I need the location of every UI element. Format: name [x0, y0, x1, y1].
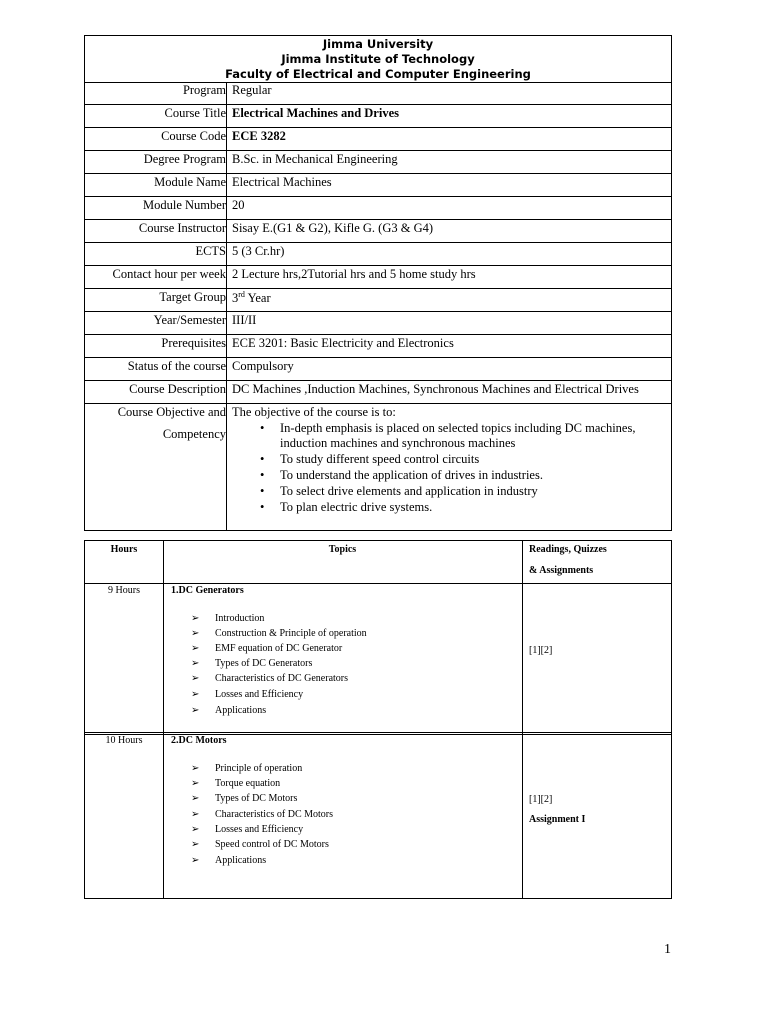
value-course-description: DC Machines ,Induction Machines, Synchronous Machines and Electrical Drives: [232, 382, 639, 396]
target-group-year-word: Year: [244, 291, 271, 306]
bullet-dot: •: [260, 452, 265, 466]
value-course-instructor: Sisay E.(G1 & G2), Kifle G. (G3 & G4): [232, 221, 434, 235]
label-objective-line1: Course Objective and: [117, 405, 226, 419]
label-objective-line2: Competency: [162, 427, 226, 441]
bullet-dot: •: [260, 500, 265, 514]
row2-title: 2.DC Motors: [171, 735, 227, 746]
value-degree-program: B.Sc. in Mechanical Engineering: [232, 152, 398, 166]
row1-readings: [1][2]: [529, 645, 553, 656]
value-status: Compulsory: [232, 359, 294, 373]
value-course-title: Electrical Machines and Drives: [232, 106, 399, 120]
arrow-bullet-icon: ➢: [191, 658, 200, 669]
arrow-bullet-icon: ➢: [191, 628, 200, 639]
target-group-year-number: 3: [232, 291, 239, 306]
label-contact-hours: Contact hour per week: [112, 267, 226, 281]
label-year-semester: Year/Semester: [153, 313, 226, 327]
arrow-bullet-icon: ➢: [191, 855, 200, 866]
label-course-description: Course Description: [129, 382, 226, 396]
value-year-semester: III/II: [232, 313, 257, 327]
institute-name: Jimma Institute of Technology: [281, 52, 475, 66]
arrow-bullet-icon: ➢: [191, 839, 200, 850]
university-name: Jimma University: [322, 37, 434, 51]
row2-readings: [1][2]: [529, 794, 553, 805]
value-module-name: Electrical Machines: [232, 175, 332, 189]
label-degree-program: Degree Program: [143, 152, 226, 166]
faculty-name: Faculty of Electrical and Computer Engineering: [225, 67, 531, 81]
arrow-bullet-icon: ➢: [191, 809, 200, 820]
bullet-dot: •: [260, 468, 265, 482]
value-contact-hours: 2 Lecture hrs,2Tutorial hrs and 5 home study hrs: [232, 267, 476, 281]
value-target-group: [232, 290, 271, 306]
objective-intro: The objective of the course is to:: [232, 405, 396, 419]
target-group-ordinal-suffix: rd: [238, 290, 245, 299]
label-course-instructor: Course Instructor: [138, 221, 226, 235]
label-prerequisites: Prerequisites: [161, 336, 226, 350]
header-hours: Hours: [110, 544, 138, 555]
value-ects: 5 (3 Cr.hr): [232, 244, 285, 258]
label-module-name: Module Name: [154, 175, 226, 189]
label-program: Program: [182, 83, 226, 97]
label-target-group: Target Group: [159, 290, 226, 304]
row2-assignment: Assignment I: [529, 814, 586, 825]
header-topics: Topics: [328, 544, 357, 555]
page-number: 1: [664, 942, 671, 957]
bullet-dot: •: [260, 421, 265, 435]
arrow-bullet-icon: ➢: [191, 613, 200, 624]
value-module-number: 20: [232, 198, 245, 212]
header-readings-line1: Readings, Quizzes: [529, 544, 607, 555]
value-program: Regular: [232, 83, 272, 97]
arrow-bullet-icon: ➢: [191, 689, 200, 700]
row1-title: 1.DC Generators: [171, 585, 244, 596]
label-ects: ECTS: [195, 244, 226, 258]
bullet-dot: •: [260, 484, 265, 498]
schedule-table: Hours Topics Readings, Quizzes & Assignments 9 Hours 1.DC Generators ➢ Introduction ➢ Construction & Principle of operation ➢ EMF equation of DC Generator ➢ Types of DC Generators ➢ Characteristics of DC Generators ➢ Losses and Efficiency ➢ Applications [1][2] 10 Hours 2.DC Motors ➢ Principle of operation ➢ Torque equation ➢ Types of DC Motors ➢ Characteristics of DC Motors ➢ Losses and Efficiency ➢ Speed control of DC Motors ➢ Applications [1][2] Assignment I: [84, 540, 672, 899]
arrow-bullet-icon: ➢: [191, 673, 200, 684]
label-course-code: Course Code: [161, 129, 226, 143]
value-prerequisites: ECE 3201: Basic Electricity and Electronics: [232, 336, 454, 350]
label-course-title: Course Title: [164, 106, 226, 120]
arrow-bullet-icon: ➢: [191, 793, 200, 804]
row1-hours: 9 Hours: [108, 585, 140, 596]
row2-hours: 10 Hours: [105, 735, 143, 746]
arrow-bullet-icon: ➢: [191, 824, 200, 835]
arrow-bullet-icon: ➢: [191, 643, 200, 654]
arrow-bullet-icon: ➢: [191, 763, 200, 774]
label-module-number: Module Number: [143, 198, 226, 212]
label-status: Status of the course: [127, 359, 226, 373]
arrow-bullet-icon: ➢: [191, 705, 200, 716]
header-readings-line2: & Assignments: [529, 565, 594, 576]
value-course-code: ECE 3282: [232, 129, 286, 143]
course-info-table: Jimma University Jimma Institute of Technology Faculty of Electrical and Computer Engineering Program Regular Course Title Electrical Machines and Drives Course Code ECE 3282 Degree Program B.Sc. in Mechanical Engineering Module Name Electrical Machines Module Number 20 Course Instructor Sisay E.(G1 & G2), Kifle G. (G3 & G4) ECTS 5 (3 Cr.hr) Contact hour per week 2 Lecture hrs,2Tutorial hrs and 5 home study hrs Target Group 3rd Year Year/Semester III/II Prerequisites ECE 3201: Basic Electricity and Electronics Status of the course Compulsory Course Description DC Machines ,Induction Machines, Synchronous Machines and Electrical Drives Course Objective and Competency The objective of the course is to: • In-depth emphasis is placed on selected topics including DC machines, induction machines and synchronous machines • To study different speed control circuits • To understand the application of drives in industries. • To select drive elements and application in industry • To plan electric drive systems.: [84, 35, 672, 531]
arrow-bullet-icon: ➢: [191, 778, 200, 789]
